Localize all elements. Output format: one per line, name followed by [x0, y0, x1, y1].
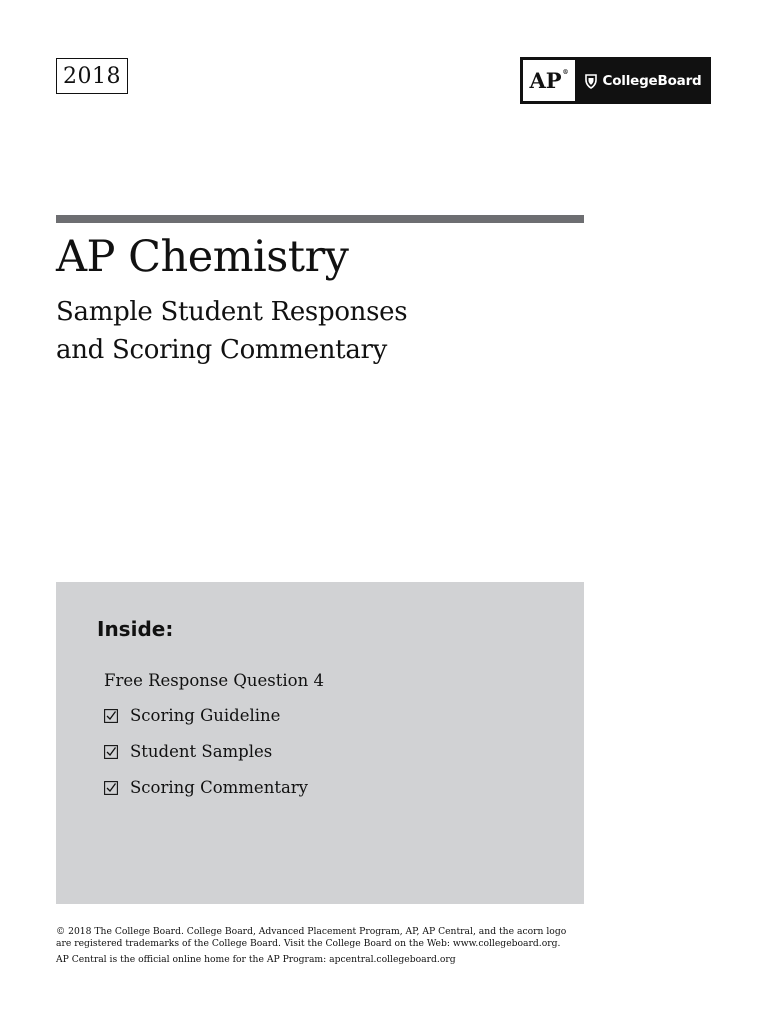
checkbox-checked-icon [104, 709, 118, 723]
year-label: 2018 [63, 63, 121, 89]
ap-logo [523, 60, 575, 101]
list-item-label: Scoring Guideline [130, 706, 281, 725]
year-badge [56, 58, 128, 94]
ap-logo-text: AP [529, 68, 562, 93]
checkbox-checked-icon [104, 781, 118, 795]
apcentral-line: AP Central is the official online home for the AP Program: apcentral.collegeboard.org [56, 954, 456, 965]
copyright-line-2: are registered trademarks of the College Board. Visit the College Board on the Web: www.collegeboard.org. [56, 938, 561, 949]
registered-mark: ® [562, 69, 569, 76]
collegeboard-logo [575, 57, 711, 104]
contents-list [104, 706, 308, 814]
list-item-label: Student Samples [130, 742, 273, 761]
inside-panel [56, 582, 584, 904]
ap-collegeboard-logo [520, 57, 711, 104]
page-subtitle [56, 293, 407, 369]
list-item [104, 742, 308, 778]
checkbox-checked-icon [104, 745, 118, 759]
list-item [104, 706, 308, 742]
question-label: Free Response Question 4 [104, 671, 324, 690]
subtitle-line-2: and Scoring Commentary [56, 335, 388, 365]
list-item-label: Scoring Commentary [130, 778, 308, 797]
subtitle-line-1: Sample Student Responses [56, 297, 408, 327]
list-item [104, 778, 308, 814]
copyright-line-1: © 2018 The College Board. College Board, Advanced Placement Program, AP, AP Central, and the acorn logo [56, 926, 567, 937]
inside-heading: Inside: [97, 617, 174, 641]
page-title: AP Chemistry [56, 232, 349, 282]
title-rule [56, 215, 584, 223]
copyright-footer [56, 926, 616, 966]
acorn-icon [584, 73, 598, 89]
collegeboard-logo-text: CollegeBoard [602, 72, 702, 89]
